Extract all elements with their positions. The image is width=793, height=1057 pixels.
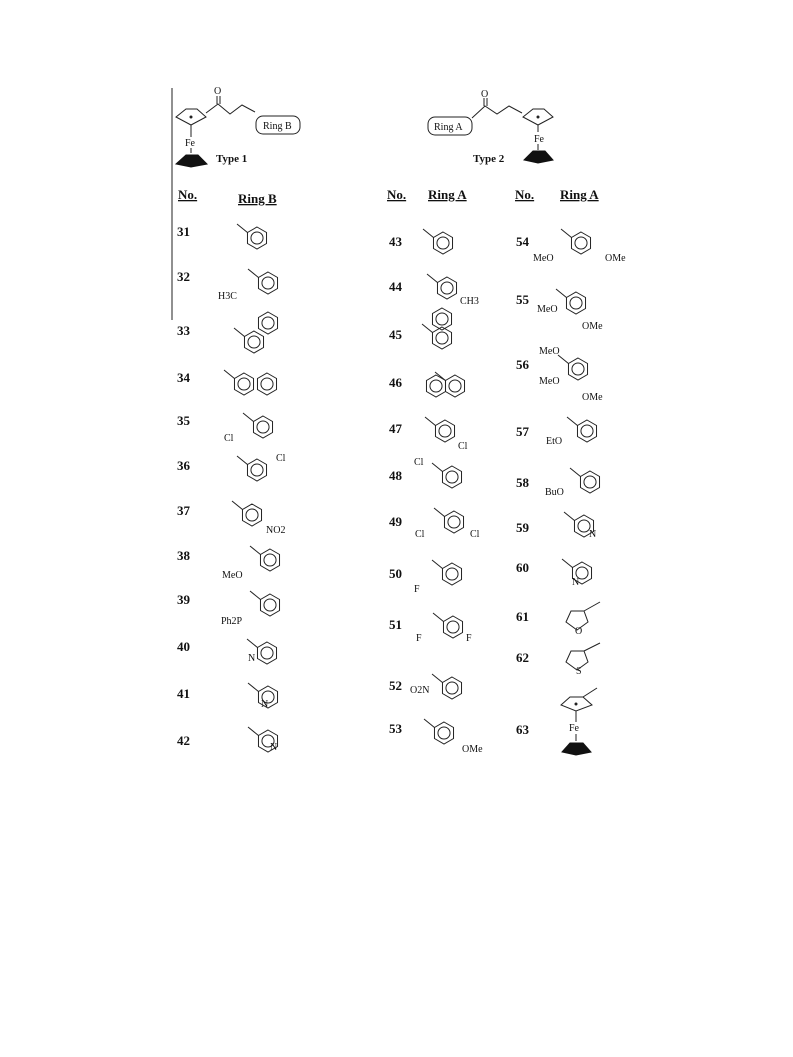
compound-number: 49 [389,514,402,529]
benzene-ring [445,375,464,397]
substituent-label: MeO [539,346,560,357]
compound-number: 61 [516,609,529,624]
aromatic-circle [251,232,263,244]
aromatic-circle [437,237,449,249]
compound-number: 33 [177,323,190,338]
type2-fe-label: Fe [534,134,544,145]
bond-line [427,274,437,283]
bond-line [250,591,260,600]
aromatic-circle [430,380,442,392]
substituent-label: MeO [533,253,554,264]
compound-number: 48 [389,468,402,483]
compound-number: 35 [177,413,190,428]
bond-line [564,512,574,521]
aromatic-circle [264,599,276,611]
aromatic-circle [246,509,258,521]
benzene-ring [580,471,599,493]
type2-structure [428,89,553,165]
aromatic-circle [262,277,274,289]
substituent-label: Cl [415,529,425,540]
compound-number: 31 [177,224,190,239]
benzene-ring [247,459,266,481]
compound-number: 51 [389,617,402,632]
compound-number: 32 [177,269,190,284]
compound-number: 38 [177,548,190,563]
bond-line [234,328,244,337]
aromatic-circle [264,554,276,566]
bond-line [432,463,442,472]
substituent-label: N [270,742,278,753]
bond-line [424,719,434,728]
compound-number: 54 [516,234,529,249]
substituent-label: N [261,699,269,710]
compound-number: 47 [389,421,402,436]
compound-number: 45 [389,327,402,342]
aromatic-circle [446,471,458,483]
compound-number: 46 [389,375,402,390]
substituent-label: OMe [462,744,483,755]
aromatic-circle [251,464,263,476]
aromatic-circle [448,516,460,528]
aromatic-circle [438,727,450,739]
bond-line [237,224,247,233]
substituent-label: BuO [545,487,564,498]
substituent-label: OMe [582,321,603,332]
bond-line [558,355,568,364]
aromatic-circle [449,380,461,392]
benzene-ring [258,272,277,294]
substituent-label: F [414,584,420,595]
aromatic-circle [257,421,269,433]
ferrocenyl-group [561,688,597,755]
benzene-ring [444,511,463,533]
aromatic-circle [436,313,448,325]
aromatic-circle [441,282,453,294]
benzene-ring [234,373,253,395]
aromatic-circle [575,237,587,249]
compound-number: 58 [516,475,529,490]
aromatic-circle [262,317,274,329]
compound-number: 53 [389,721,402,736]
aromatic-circle [446,568,458,580]
compound-number: 37 [177,503,190,518]
col3-ring-header: Ring A [560,187,599,202]
col2-ring-header: Ring A [428,187,467,202]
substituent-label: Cl [458,441,468,452]
compound-number: 39 [177,592,190,607]
aromatic-circle [581,425,593,437]
type2-label: Type 2 [473,153,505,165]
bond-line [556,289,566,298]
col1-ring-header: Ring B [238,191,277,206]
substituent-label: F [416,633,422,644]
benzene-ring [258,312,277,334]
type2-cp-bottom [524,151,553,163]
compound-number: 40 [177,639,190,654]
benzene-ring [257,373,276,395]
aromatic-circle [446,682,458,694]
substituent-label: S [576,666,582,677]
benzene-ring [257,642,276,664]
compound-number: 57 [516,424,529,439]
substituent-label: O2N [410,685,430,696]
compound-number: 63 [516,722,529,737]
bond-line [248,683,258,692]
thiophene-ring [566,643,600,670]
substituent-label: NO2 [266,525,286,536]
substituent-label: H3C [218,291,237,302]
col1-no-header: No. [178,187,198,202]
bond-line [237,456,247,465]
benzene-ring [442,466,461,488]
bond-line [561,229,571,238]
compound-number: 41 [177,686,190,701]
benzene-ring [244,331,263,353]
benzene-ring [571,232,590,254]
bond-line [570,468,580,477]
benzene-ring [568,358,587,380]
benzene-ring [242,504,261,526]
type2-cp-top [523,109,553,125]
bond-line [433,613,443,622]
bond-line [432,560,442,569]
aromatic-circle [436,332,448,344]
benzene-ring [442,677,461,699]
substituent-label: MeO [539,376,560,387]
substituent-label: MeO [222,570,243,581]
substituent-label: CH3 [460,296,479,307]
type1-cp-top [176,109,206,125]
substituent-label: Cl [414,457,424,468]
benzene-ring [443,616,462,638]
bond-line [247,639,257,648]
bond-line [248,727,258,736]
compound-number: 60 [516,560,529,575]
substituent-label: Cl [470,529,480,540]
benzene-ring [435,420,454,442]
benzene-ring [260,594,279,616]
type2-carbonyl-o: O [481,89,489,100]
type1-ring-label: Ring B [263,121,292,132]
bond-line [432,674,442,683]
compound-number: 52 [389,678,402,693]
substituent-label: OMe [605,253,626,264]
aromatic-circle [261,647,273,659]
benzene-ring [253,416,272,438]
compound-number: 36 [177,458,190,473]
substituent-label: EtO [546,436,563,447]
bond-line [248,269,258,278]
col3-no-header: No. [515,187,535,202]
type2-ring-label: Ring A [434,122,463,133]
bond-line [425,417,435,426]
type1-structure [176,86,300,167]
substituent-label: MeO [537,304,558,315]
benzene-ring [566,292,585,314]
benzene-ring [426,375,445,397]
aromatic-circle [261,378,273,390]
bond-line [232,501,242,510]
compound-number: 55 [516,292,529,307]
substituent-label: N [589,529,597,540]
bond-line [243,413,253,422]
aromatic-circle [570,297,582,309]
bond-line [224,370,234,379]
benzene-ring [437,277,456,299]
benzene-ring [442,563,461,585]
benzene-ring [260,549,279,571]
benzene-ring [247,227,266,249]
bond-line [562,559,572,568]
type1-fe-label: Fe [185,138,195,149]
type1-cp-bottom [176,155,207,167]
furan-ring [566,602,600,630]
substituent-label: Cl [276,453,286,464]
type1-carbonyl-o: O [214,86,222,97]
compound-number: 44 [389,279,402,294]
bond-line [567,417,577,426]
compound-number: 62 [516,650,529,665]
substituent-label: OMe [582,392,603,403]
type1-label: Type 1 [216,153,248,165]
aromatic-circle [572,363,584,375]
aromatic-circle [238,378,250,390]
bond-line [250,546,260,555]
compound-number: 50 [389,566,402,581]
compound-number: 43 [389,234,402,249]
compound-number: 42 [177,733,190,748]
substituent-label: Cl [224,433,234,444]
col2-no-header: No. [387,187,407,202]
substituent-label: N [572,577,580,588]
aromatic-circle [447,621,459,633]
compound-number: 34 [177,370,190,385]
substituent-label: F [466,633,472,644]
substituent-label: N [248,653,256,664]
compound-number: 56 [516,357,529,372]
benzene-ring [434,722,453,744]
bond-line [422,324,432,333]
aromatic-circle [439,425,451,437]
substituent-label: O [575,626,583,637]
bond-line [434,508,444,517]
compound-number: 59 [516,520,529,535]
benzene-ring [577,420,596,442]
substituent-label: Fe [569,723,579,734]
bond-line [423,229,433,238]
benzene-ring [433,232,452,254]
substituent-label: Ph2P [221,616,243,627]
aromatic-circle [584,476,596,488]
substituent-labels [218,253,626,755]
aromatic-circle [248,336,260,348]
